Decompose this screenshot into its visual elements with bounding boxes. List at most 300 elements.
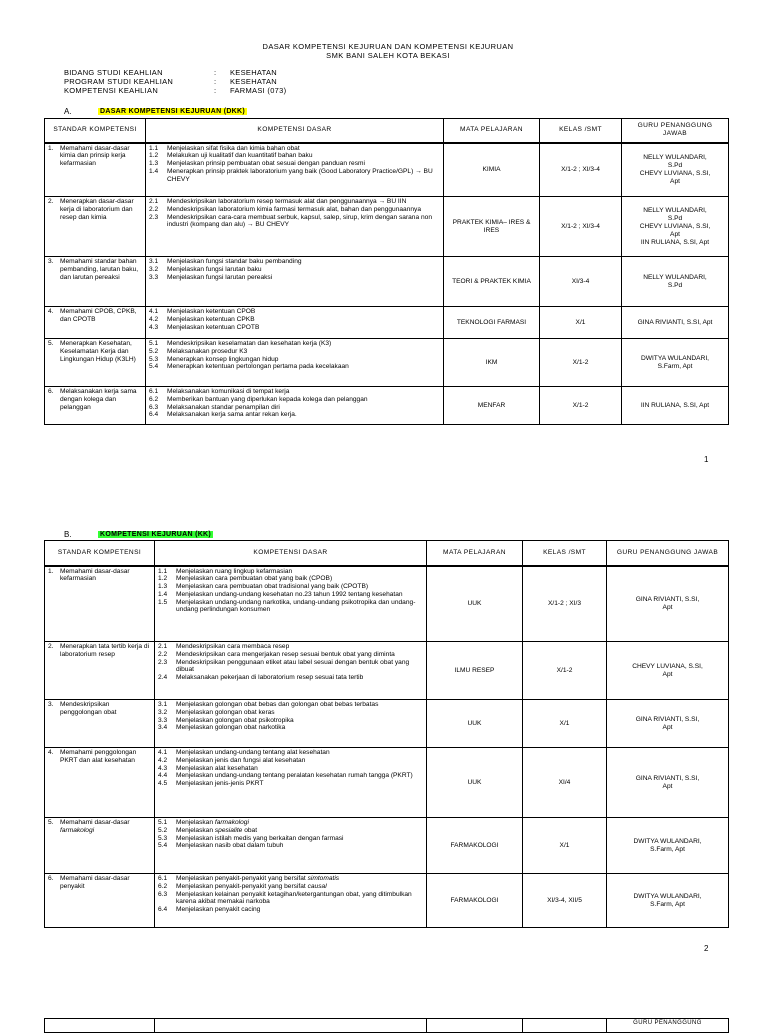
kd-text: Menjelaskan cara pembuatan obat tradisional yang baik (CPOTB) — [176, 583, 369, 591]
sk-text: Memahami dasar-dasar penyakit — [60, 875, 130, 890]
kd-text — [176, 842, 283, 850]
guru-cell — [607, 642, 729, 700]
table-row — [45, 874, 729, 928]
kd-text: Mendeskripsikan keselamatan dan kesehatan kerja (K3) — [167, 340, 332, 347]
kd-number: 4.5 — [158, 780, 168, 788]
dkk-table — [44, 118, 729, 425]
kompetensi-dasar-cell — [155, 700, 427, 748]
guru-cell — [607, 748, 729, 818]
standar-kompetensi-cell — [45, 257, 146, 307]
mata-pelajaran-cell: TEKNOLOGI FARMASI — [444, 307, 540, 339]
mata-pelajaran-cell: IKM — [444, 339, 540, 387]
kd-text: Menjelaskan prinsip pembuatan obat sesuai dengan panduan resmi — [167, 160, 365, 168]
title-line-2: SMK BANI SALEH KOTA BEKASI — [326, 51, 450, 60]
mata-pelajaran-cell: MENFAR — [444, 387, 540, 425]
meta-value: KESEHATAN — [230, 77, 278, 86]
section-letter: A. — [64, 107, 72, 116]
kd-text: Mendeskripsikan cara mengerjakan resep sesuai bentuk obat yang diminta — [176, 650, 395, 658]
kd-text — [176, 891, 423, 907]
kd-text-part: Menjelaskan istilah medis yang berkaitan dengan farmasi — [176, 834, 344, 842]
kd-text: Menjelaskan fungsi standar baku pembanding — [167, 258, 302, 265]
kd-item — [158, 749, 423, 757]
kd-number: 2.4 — [158, 674, 168, 682]
kd-number: 3.3 — [149, 273, 159, 281]
meta-row — [64, 68, 286, 77]
header-standar-kompetensi: STANDAR KOMPETENSI — [45, 541, 155, 566]
sk-text: Mendeskripsikan penggolongan obat — [60, 701, 117, 716]
kd-item — [149, 258, 440, 266]
kd-text-part: obat — [242, 826, 258, 834]
kd-item — [149, 168, 440, 184]
sk-number: 1. — [48, 567, 54, 575]
kd-text: Menjelaskan undang-undang tentang alat kesehatan — [176, 749, 330, 756]
guru-line: S.Farm, Apt — [657, 362, 693, 370]
guru-line: Apt — [662, 603, 673, 611]
guru-line: CHEVY LUVIANA, S.SI, — [639, 222, 711, 230]
kd-item — [158, 875, 423, 883]
guru-line: NELLY WULANDARI, — [643, 206, 707, 214]
sk-content — [48, 388, 142, 411]
kd-item — [158, 883, 423, 891]
kd-item — [149, 214, 440, 230]
kd-number: 2.3 — [149, 213, 159, 221]
kd-number: 5.3 — [149, 355, 159, 363]
guru-line: Apt — [670, 230, 680, 238]
table-row — [45, 748, 729, 818]
meta-key: BIDANG STUDI KEAHLIAN — [64, 68, 163, 77]
kompetensi-dasar-cell — [146, 339, 444, 387]
meta-sep: : — [214, 86, 217, 95]
kompetensi-dasar-cell — [146, 307, 444, 339]
kd-item — [158, 583, 423, 591]
kd-item — [158, 575, 423, 583]
kd-item — [149, 274, 440, 282]
kd-item — [149, 198, 440, 206]
kd-text: Menerapkan ketentuan pertolongan pertama pada kecelakaan — [167, 363, 349, 371]
kd-item — [158, 724, 423, 732]
kd-number: 3.3 — [158, 716, 168, 724]
sk-content — [48, 198, 142, 221]
guru-line: S.Farm, Apt — [650, 900, 685, 908]
kd-text: Menjelaskan sifat fisika dan kimia bahan obat — [167, 144, 300, 152]
header-kelas-smt: KELAS /SMT — [523, 541, 607, 566]
standar-kompetensi-cell — [45, 197, 146, 257]
header-cell — [427, 1019, 523, 1033]
guru-line: Apt — [662, 723, 673, 731]
kompetensi-dasar-cell — [146, 257, 444, 307]
kd-text: Menjelaskan golongan obat psikotropika — [176, 716, 294, 724]
kd-text: Menjelaskan undang-undang narkotika, undang-undang psikotropika dan undang-undang perlindungan konsumen — [176, 598, 416, 614]
kd-number: 3.1 — [149, 258, 159, 265]
kd-item — [158, 906, 423, 914]
guru-cell — [622, 143, 729, 197]
kd-item — [158, 659, 423, 675]
kd-item — [158, 591, 423, 599]
kompetensi-dasar-cell — [155, 748, 427, 818]
kd-number: 2.2 — [149, 205, 159, 213]
guru-line: CHEVY LUVIANA, S.SI, — [639, 169, 711, 177]
kd-text: Menjelaskan ketentuan CPKB — [167, 315, 255, 323]
sk-number: 5. — [48, 340, 54, 347]
kelas-smt-cell: X/1-2 — [523, 642, 607, 700]
kelas-smt-cell: XI/3-4 — [540, 257, 622, 307]
standar-kompetensi-cell — [45, 700, 155, 748]
kd-item — [158, 599, 423, 615]
kd-number: 1.1 — [158, 567, 168, 575]
header-mata-pelajaran: MATA PELAJARAN — [427, 541, 523, 566]
meta-sep: : — [214, 77, 217, 86]
kd-number: 4.2 — [158, 756, 168, 764]
guru-cell — [622, 387, 729, 425]
kd-number: 4.3 — [149, 323, 159, 331]
kd-text: Menjelaskan alat kesehatan — [176, 764, 258, 772]
kompetensi-dasar-cell — [155, 642, 427, 700]
kd-text: Menjelaskan fungsi larutan baku — [167, 265, 262, 273]
guru-line: DWITYA WULANDARI, — [640, 354, 710, 362]
sk-content — [48, 875, 151, 891]
kd-text: Melakukan uji kualitatif dan kuantitatif bahan baku — [167, 152, 313, 160]
header-guru: GURU PENANGGUNG — [607, 1019, 729, 1033]
kd-number: 3.4 — [158, 724, 168, 732]
kd-number: 4.1 — [158, 749, 168, 756]
kompetensi-dasar-cell — [146, 143, 444, 197]
guru-line: CHEVY LUVIANA, S.SI, — [632, 662, 703, 670]
header-guru: GURU PENANGGUNG JAWAB — [607, 541, 729, 566]
kd-text: Menjelaskan golongan obat bebas dan golongan obat bebas terbatas — [176, 701, 379, 708]
kd-text: Melaksanakan prosedur K3 — [167, 347, 248, 355]
sk-text: Menerapkan Kesehatan, Keselamatan Kerja dan Lingkungan Hidup (K3LH) — [60, 340, 136, 363]
sk-number: 1. — [48, 144, 54, 152]
kd-number: 1.2 — [158, 575, 168, 583]
kd-text: Menjelaskan ketentuan CPOTB — [167, 323, 260, 331]
kd-text: Mendeskripsikan penggunaan etiket atau label sesuai dengan bentuk obat yang dibuat — [176, 658, 410, 674]
header-kelas-smt: KELAS /SMT — [540, 119, 622, 143]
next-table-partial — [44, 1018, 729, 1033]
kd-item — [149, 145, 440, 153]
kd-item — [158, 717, 423, 725]
guru-line: NELLY WULANDARI, — [643, 153, 707, 161]
standar-kompetensi-cell — [45, 874, 155, 928]
kompetensi-dasar-cell — [155, 566, 427, 642]
kompetensi-dasar-cell — [155, 874, 427, 928]
meta-row — [64, 77, 286, 86]
kd-text-italic: farmakologi — [214, 819, 249, 826]
kd-item — [149, 363, 440, 371]
header-cell — [155, 1019, 427, 1033]
kd-text: Mendeskripsikan cara-cara membuat serbuk, kapsul, salep, sirup, krim dengan sarana non industri (kompang dan alu) → BU CHEVY — [167, 213, 432, 229]
kd-text: Menjelaskan fungsi larutan pereaksi — [167, 273, 273, 281]
kd-number: 1.4 — [149, 167, 159, 175]
sk-number: 6. — [48, 875, 54, 882]
kd-text: Menjelaskan jenis-jenis PKRT — [176, 780, 264, 788]
kd-number: 1.3 — [149, 160, 159, 168]
sk-text: Memahami CPOB, CPKB, dan CPOTB — [60, 308, 137, 323]
kd-item — [149, 404, 440, 412]
guru-line: Apt — [662, 670, 673, 678]
sk-number: 2. — [48, 198, 54, 205]
kd-item — [158, 674, 423, 682]
kd-item — [149, 356, 440, 364]
guru-line: GINA RIVIANTI, S.SI, — [635, 774, 700, 782]
table-row — [45, 566, 729, 642]
sk-text — [60, 819, 151, 835]
sk-text: Memahami dasar-dasar kefarmasian — [60, 567, 130, 583]
kd-text — [176, 875, 339, 883]
kd-text: Menjelaskan golongan obat keras — [176, 708, 275, 716]
guru-line: DWITYA WULANDARI, — [633, 892, 702, 900]
kelas-smt-cell: X/1-2 — [540, 339, 622, 387]
kd-text-part: Menjelaskan — [176, 826, 215, 834]
kd-item — [149, 340, 440, 348]
guru-line: IIN RULIANA, S.SI, Apt — [640, 238, 710, 246]
sk-number: 5. — [48, 819, 54, 826]
sk-text-part: Memahami dasar-dasar — [60, 819, 130, 826]
kd-number: 6.3 — [158, 890, 168, 898]
meta-row — [64, 86, 286, 95]
kd-number: 5.3 — [158, 834, 168, 842]
guru-line: Apt — [670, 177, 680, 185]
kd-text: Menjelaskan jenis dan fungsi alat kesehatan — [176, 756, 306, 764]
kd-text: Melaksanakan komunikasi di tempat kerja — [167, 388, 290, 395]
guru-line: IIN RULIANA, S.SI, Apt — [640, 401, 710, 409]
kd-text — [176, 906, 260, 914]
kelas-smt-cell: X/1-2 ; XI/3-4 — [540, 143, 622, 197]
kelas-smt-cell: X/1 — [523, 700, 607, 748]
kd-number: 6.1 — [149, 388, 159, 395]
standar-kompetensi-cell — [45, 339, 146, 387]
kd-item — [158, 780, 423, 788]
mata-pelajaran-cell: UUK — [427, 700, 523, 748]
kd-number: 1.3 — [158, 583, 168, 591]
kd-text-part: Menjelaskan nasib obat dalam tubuh — [176, 842, 284, 850]
kd-item — [158, 709, 423, 717]
kd-number: 2.1 — [158, 643, 168, 650]
kd-number: 2.2 — [158, 650, 168, 658]
table-row — [45, 700, 729, 748]
guru-cell — [607, 818, 729, 874]
kd-text: Menjelaskan undang-undang tentang peralatan kesehatan rumah tangga (PKRT) — [176, 772, 413, 780]
table-row — [45, 257, 729, 307]
section-a-heading — [64, 107, 247, 116]
header-kompetensi-dasar: KOMPETENSI DASAR — [155, 541, 427, 566]
guru-cell — [607, 700, 729, 748]
sk-text: Memahami penggolongan PKRT dan alat kesehatan — [60, 749, 137, 764]
guru-cell — [622, 257, 729, 307]
guru-line: GINA RIVIANTI, S.SI, — [635, 715, 700, 723]
kd-text — [176, 819, 249, 827]
page-number: 2 — [704, 944, 709, 953]
sk-text: Memahami dasar-dasar kimia dan prinsip kerja kefarmasian — [60, 144, 130, 168]
guru-line: S.Pd — [667, 281, 683, 289]
standar-kompetensi-cell — [45, 143, 146, 197]
kd-number: 5.2 — [149, 347, 159, 355]
header-cell — [523, 1019, 607, 1033]
kelas-smt-cell: X/1-2 — [540, 387, 622, 425]
document-title — [0, 42, 768, 60]
kd-number: 3.2 — [158, 708, 168, 716]
sk-content — [48, 340, 142, 363]
kd-text-part: Menjelaskan — [176, 819, 215, 826]
kd-item — [149, 411, 440, 419]
header-guru: GURU PENANGGUNG JAWAB — [622, 119, 729, 143]
section-b-heading — [64, 530, 213, 539]
kd-text-italic: simtomatis — [307, 875, 340, 882]
kd-item — [158, 835, 423, 843]
kd-item — [149, 316, 440, 324]
table-row — [45, 143, 729, 197]
guru-line: S.Farm, Apt — [650, 845, 685, 853]
kd-text: Menerapkan prinsip praktek laboratorium yang baik (Good Laboratory Practice/GPL) → BU CHEVY — [167, 167, 433, 183]
kd-number: 4.1 — [149, 308, 159, 315]
table-row — [45, 818, 729, 874]
kd-text: Menjelaskan golongan obat narkotika — [176, 724, 286, 732]
kd-item — [149, 160, 440, 168]
sk-content — [48, 258, 142, 281]
kd-item — [158, 757, 423, 765]
guru-cell — [607, 566, 729, 642]
section-title: DASAR KOMPETENSI KEJURUAN (DKK) — [100, 108, 246, 115]
kompetensi-dasar-cell — [146, 197, 444, 257]
kd-item — [149, 324, 440, 332]
kd-number: 4.4 — [158, 772, 168, 780]
kd-text: Mendeskripsikan cara membaca resep — [176, 643, 290, 650]
kd-number: 6.2 — [149, 395, 159, 403]
kompetensi-dasar-cell — [146, 387, 444, 425]
sk-content — [48, 643, 151, 659]
sk-content — [48, 819, 151, 835]
kd-text — [176, 835, 344, 843]
sk-text: Melaksanakan kerja sama dengan kolega dan pelanggan — [60, 388, 137, 411]
sk-number: 4. — [48, 308, 54, 315]
meta-value: FARMASI (073) — [230, 86, 287, 95]
kd-number: 6.4 — [158, 906, 168, 914]
mata-pelajaran-cell: KIMIA — [444, 143, 540, 197]
kd-text — [176, 883, 327, 891]
kd-item — [149, 348, 440, 356]
header-kompetensi-dasar: KOMPETENSI DASAR — [146, 119, 444, 143]
kd-text: Memberikan bantuan yang diperlukan kepada kolega dan pelanggan — [167, 395, 368, 403]
mata-pelajaran-cell: UUK — [427, 748, 523, 818]
sk-number: 3. — [48, 258, 54, 265]
mata-pelajaran-cell: ILMU RESEP — [427, 642, 523, 700]
section-title: KOMPETENSI KEJURUAN (KK) — [100, 531, 212, 538]
sk-content — [48, 568, 151, 584]
header-standar-kompetensi: STANDAR KOMPETENSI — [45, 119, 146, 143]
kd-number: 6.2 — [158, 882, 168, 890]
standar-kompetensi-cell — [45, 307, 146, 339]
kd-item — [149, 266, 440, 274]
mata-pelajaran-cell: FARMAKOLOGI — [427, 818, 523, 874]
header-cell — [45, 1019, 155, 1033]
guru-line: GINA RIVIANTI, S.SI, — [635, 595, 700, 603]
kd-number: 2.1 — [149, 198, 159, 205]
kelas-smt-cell: XI/4 — [523, 748, 607, 818]
table-row — [45, 642, 729, 700]
kd-number: 5.1 — [149, 340, 159, 347]
kd-number: 5.2 — [158, 826, 168, 834]
title-line-1: DASAR KOMPETENSI KEJURUAN DAN KOMPETENSI KEJURUAN — [262, 42, 514, 51]
table-row — [45, 197, 729, 257]
standar-kompetensi-cell — [45, 387, 146, 425]
guru-line: S.Pd — [667, 214, 683, 222]
mata-pelajaran-cell: TEORI & PRAKTEK KIMIA — [444, 257, 540, 307]
sk-text: Menerapkan dasar-dasar kerja di laboratorium dan resep dan kimia — [60, 198, 134, 221]
kd-number: 6.3 — [149, 403, 159, 411]
sk-content — [48, 308, 142, 324]
guru-line: GINA RIVIANTI, S.SI, Apt — [637, 318, 713, 326]
meta-value: KESEHATAN — [230, 68, 278, 77]
kd-text: Melaksanakan kerja sama antar rekan kerja. — [167, 411, 297, 419]
standar-kompetensi-cell — [45, 818, 155, 874]
kd-number: 2.3 — [158, 658, 168, 666]
guru-cell — [622, 307, 729, 339]
kd-text: Menjelaskan undang-undang kesehatan no.23 tahun 1992 tentang kesehatan — [176, 590, 403, 598]
kd-number: 5.4 — [158, 842, 168, 850]
guru-line: Apt — [662, 782, 673, 790]
kd-number: 6.4 — [149, 411, 159, 419]
kelas-smt-cell: X/1-2 ; XI/3-4 — [540, 197, 622, 257]
sk-number: 3. — [48, 701, 54, 708]
guru-cell — [607, 874, 729, 928]
kd-item — [158, 701, 423, 709]
guru-cell — [622, 197, 729, 257]
guru-cell — [622, 339, 729, 387]
kd-item — [158, 772, 423, 780]
kd-text-part: Menjelaskan penyakit-penyakit yang bersifat — [176, 875, 308, 882]
standar-kompetensi-cell — [45, 748, 155, 818]
kd-text-italic: causal — [307, 882, 327, 890]
kd-item — [158, 819, 423, 827]
kd-text-part: Menjelaskan kelainan penyakit ketagihan/ketergantungan obat, yang ditimbulkan karena akibat memakai narkoba — [176, 890, 412, 906]
kd-item — [158, 891, 423, 907]
kd-number: 1.1 — [149, 144, 159, 152]
kd-number: 1.2 — [149, 152, 159, 160]
table-row — [45, 307, 729, 339]
standar-kompetensi-cell — [45, 566, 155, 642]
meta-sep: : — [214, 68, 217, 77]
sk-number: 4. — [48, 749, 54, 756]
meta-key: KOMPETENSI KEAHLIAN — [64, 86, 159, 95]
section-letter: B. — [64, 530, 72, 539]
kd-number: 5.1 — [158, 819, 168, 826]
kd-item — [149, 308, 440, 316]
kd-item — [158, 765, 423, 773]
mata-pelajaran-cell: FARMAKOLOGI — [427, 874, 523, 928]
sk-content — [48, 145, 142, 168]
program-info — [64, 68, 286, 95]
kelas-smt-cell: XI/3-4, XII/5 — [523, 874, 607, 928]
header-mata-pelajaran: MATA PELAJARAN — [444, 119, 540, 143]
kd-text: Melaksanakan pekerjaan di laboratorium resep sesuai tata tertib — [176, 674, 364, 682]
kelas-smt-cell: X/1-2 ; XI/3 — [523, 566, 607, 642]
kd-number: 5.4 — [149, 363, 159, 371]
kd-item — [149, 388, 440, 396]
kd-item — [149, 206, 440, 214]
sk-text-italic: farmakologi — [60, 826, 95, 834]
kelas-smt-cell: X/1 — [540, 307, 622, 339]
kd-text-part: Menjelaskan penyakit-penyakit yang bersifat — [176, 882, 308, 890]
guru-line: NELLY WULANDARI, — [643, 273, 707, 281]
meta-key: PROGRAM STUDI KEAHLIAN — [64, 77, 174, 86]
kd-number: 4.3 — [158, 764, 168, 772]
page-number: 1 — [704, 455, 709, 464]
kd-item — [149, 396, 440, 404]
kd-text: Melaksanakan standar penampilan diri — [167, 403, 280, 411]
kd-text: Menjelaskan cara pembuatan obat yang baik (CPOB) — [176, 575, 333, 583]
kelas-smt-cell: X/1 — [523, 818, 607, 874]
mata-pelajaran-cell: PRAKTEK KIMIA– IRES & IRES — [444, 197, 540, 257]
guru-line: DWITYA WULANDARI, — [633, 837, 702, 845]
